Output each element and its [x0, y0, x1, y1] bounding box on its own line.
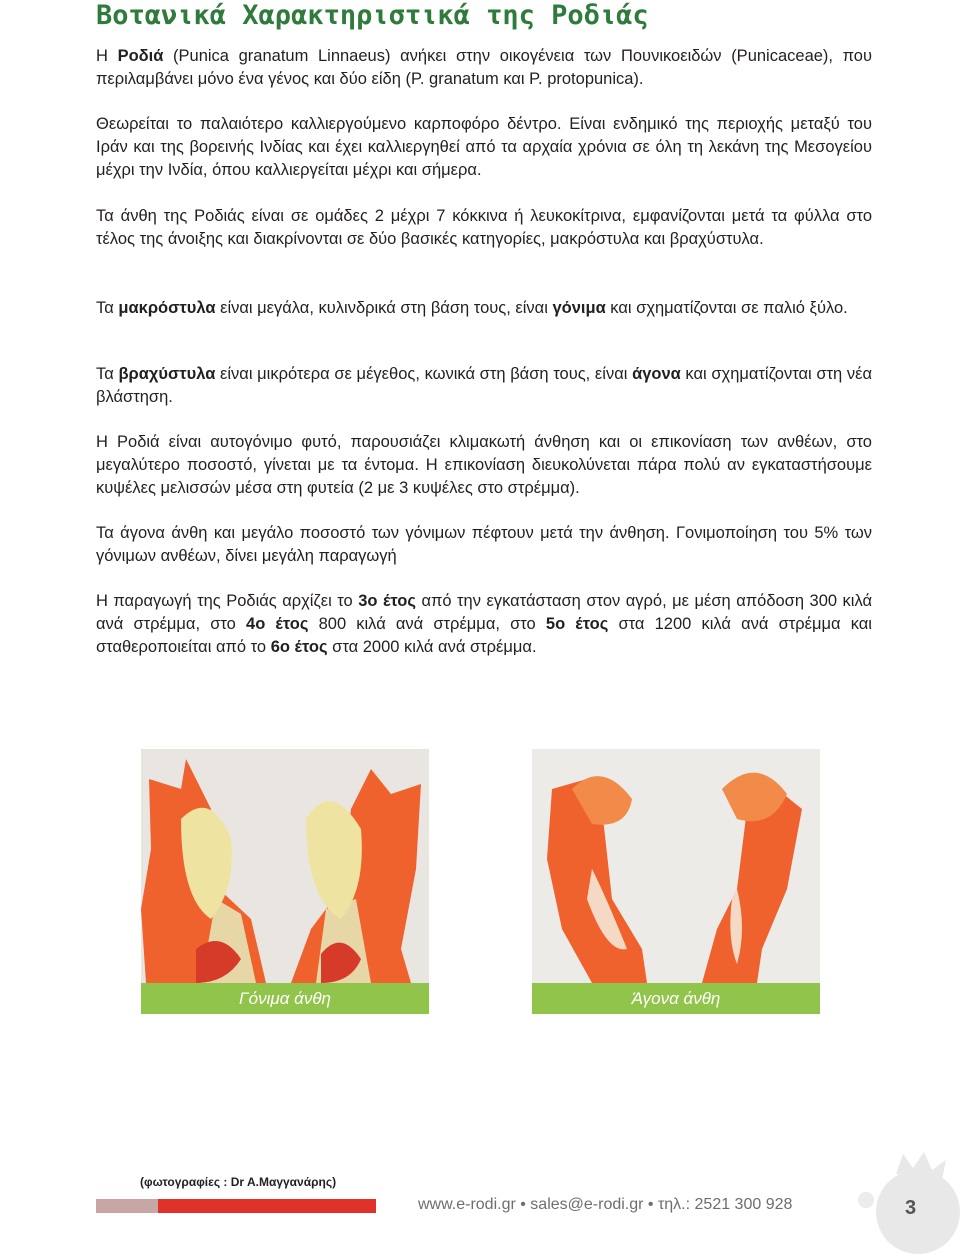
bold-term: γόνιμα [552, 299, 606, 317]
text-segment: είναι μεγάλα, κυλινδρικά στη βάση τους, είναι [215, 299, 553, 317]
sterile-flowers-caption: Άγονα άνθη [532, 983, 820, 1014]
text-segment: και σχηματίζονται σε παλιό ξύλο. [605, 299, 848, 317]
paragraph-fertilization [96, 522, 872, 568]
bold-term: Ροδιά [117, 47, 164, 65]
footer-stripe [96, 1199, 376, 1213]
text-segment: Τα άνθη της Ροδιάς είναι σε ομάδες 2 μέχρι 7 κόκκινα ή λευκοκίτρινα, εμφανίζονται μετά τα φύλλα στο τέλος της άνοιξης και διακρίνονται σε δύο βασικές κατηγορίες, μακρόστυλα και βραχύστυλα. [96, 207, 872, 248]
text-segment: από την εγκατάσταση στον αγρό, με μέση απόδοση 300 κιλά ανά στρέμμα, στο [96, 592, 872, 633]
paragraph-history [96, 113, 872, 182]
bold-term: 6ο έτος [270, 638, 328, 656]
paragraph-pollination [96, 431, 872, 500]
bold-term: βραχύστυλα [118, 365, 216, 383]
stripe-segment-light [96, 1199, 158, 1213]
text-segment: και σχηματίζονται στη νέα βλάστηση. [96, 365, 873, 406]
page-number: 3 [905, 1197, 917, 1219]
text-segment: Τα [96, 365, 119, 383]
text-segment: Τα άγονα άνθη και μεγάλο ποσοστό των γόνιμων πέφτουν μετά την άνθηση. Γονιμοποίηση του 5% των γόνιμων ανθέων, δίνει μεγάλη παραγωγή [96, 524, 872, 565]
paragraph-intro [96, 45, 872, 91]
sterile-flowers-photo [532, 749, 820, 983]
text-segment: στα 2000 κιλά ανά στρέμμα. [327, 638, 537, 656]
text-segment: στα 1200 κιλά ανά στρέμμα και σταθεροποιείται από το [96, 615, 872, 656]
bold-term: 4ο έτος [246, 615, 309, 633]
bold-term: άγονα [632, 365, 681, 383]
text-segment: Η παραγωγή της Ροδιάς αρχίζει το [96, 592, 359, 610]
bold-term: 5ο έτος [545, 615, 609, 633]
page-title: Βοτανικά Χαρακτηριστικά της Ροδιάς [96, 0, 649, 31]
bold-term: 3ο έτος [358, 592, 416, 610]
text-segment: 800 κιλά ανά στρέμμα, στο [308, 615, 546, 633]
text-segment: είναι μικρότερα σε μέγεθος, κωνικά στη βάση τους, είναι [215, 365, 633, 383]
text-segment: Θεωρείται το παλαιότερο καλλιεργούμενο καρποφόρο δέντρο. Είναι ενδημικό της περιοχής μεταξύ του Ιράν και της βορεινής Ινδίας και έχει καλλιεργηθεί από τα αρχαία χρόνια σε όλη τη λεκάνη της Μεσογείου μέχρι την Ινδία, όπου καλλιεργείται μέχρι και σήμερα. [96, 115, 872, 179]
paragraph-production [96, 590, 872, 659]
fertile-flowers-photo [141, 749, 429, 983]
text-segment: Τα [96, 299, 119, 317]
bold-term: μακρόστυλα [118, 299, 216, 317]
photo-credit: (φωτογραφίες : Dr A.Μαγγανάρης) [140, 1175, 337, 1189]
paragraph-shortstyle [96, 363, 872, 409]
stripe-segment-red [158, 1199, 376, 1213]
text-segment: (Punica granatum Linnaeus) ανήκει στην οικογένεια των Πουνικοειδών (Punicaceae), που περιλαμβάνει μόνο ένα γένος και δύο είδη (P. granatum και P. protopunica). [96, 47, 872, 88]
footer-contact: www.e-rodi.gr • sales@e-rodi.gr • τηλ.: 2521 300 928 [418, 1196, 793, 1213]
text-segment: Η Ροδιά είναι αυτογόνιμο φυτό, παρουσιάζει κλιμακωτή άνθηση και οι επικονίαση των ανθέων, στο μεγαλύτερο ποσοστό, γίνεται με τα έντομα. Η επικονίαση διευκολύνεται πάρα πολύ αν εγκαταστήσουμε κυψέλες μελισσών μέσα στη φυτεία (2 με 3 κυψέλες στο στρέμμα). [96, 433, 872, 497]
paragraph-longstyle [96, 297, 872, 320]
text-segment: Η [96, 47, 118, 65]
paragraph-flowers [96, 205, 872, 251]
fertile-flowers-caption: Γόνιμα άνθη [141, 983, 429, 1014]
